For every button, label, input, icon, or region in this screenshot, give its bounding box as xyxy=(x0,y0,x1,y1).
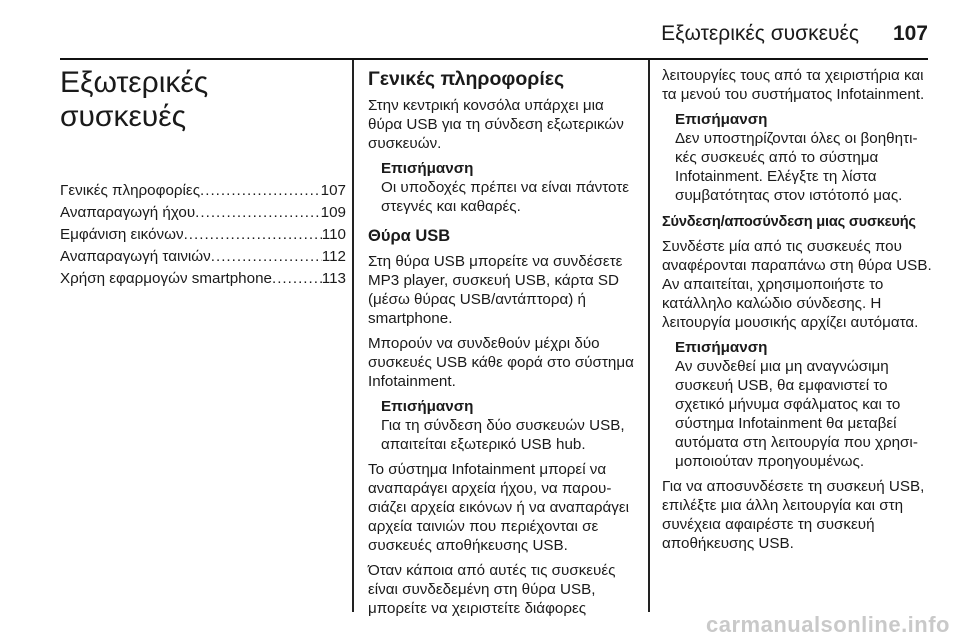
toc-entry[interactable] xyxy=(60,181,346,200)
running-header-title: Εξωτερικές συσκευές xyxy=(661,22,859,45)
toc-leader xyxy=(184,225,322,244)
note-text: Για τη σύνδεση δύο συσκευών USB, απαιτείται εξωτερικό USB hub. xyxy=(381,417,625,453)
note-text: Αν συνδεθεί μια μη αναγνώσιμη συσκευή USB, θα εμφανιστεί το σχετικό μήνυμα σφάλματος και το σύστημα Infotainment θα μεταβεί αυτόματα στη λειτουργία που χρησιμοποιούταν προηγουμένως. xyxy=(675,358,918,470)
column-3 xyxy=(662,66,932,559)
page-number: 107 xyxy=(892,22,928,45)
toc-entry[interactable] xyxy=(60,247,346,266)
column-2 xyxy=(368,66,638,624)
paragraph: Όταν κάποια από αυτές τις συσκευές είναι συνδεδεμένη στη θύρα USB, μπορείτε να χειριστείτε διάφορες xyxy=(368,562,616,617)
toc-label: Γενικές πληροφορίες xyxy=(60,182,201,199)
paragraph: Συνδέστε μία από τις συσκευές που αναφέρονται παραπάνω στη θύρα USB. Αν απαιτείται, χρησιμοποιήστε το κατάλληλο καλώδιο σύνδεσης. Η λειτουργία μουσικής αρχίζει αυτόματα. xyxy=(662,238,932,331)
column-divider-2 xyxy=(648,60,650,612)
note-title: Επισήμανση xyxy=(675,111,768,128)
chapter-title-line2: συσκευές xyxy=(60,100,187,133)
paragraph: Το σύστημα Infotainment μπορεί να αναπαράγει αρχεία ήχου, να παρουσιάζει αρχεία εικόνων ή να αναπαράγει αρχεία ταινιών που περιέχονται σε συσκευές αποθήκευσης USB. xyxy=(368,461,630,554)
note-box xyxy=(675,110,932,205)
toc-label: Χρήση εφαρμογών smartphone xyxy=(60,270,272,287)
subsection-heading: Σύνδεση/αποσύνδεση μιας συσκευής xyxy=(662,214,916,230)
toc-page: 107 xyxy=(320,182,346,199)
note-box xyxy=(381,159,638,216)
paragraph: Στη θύρα USB μπορείτε να συνδέσετε MP3 player, συσκευή USB, κάρτα SD (μέσω θύρας USB/αντάπτορα) ή smartphone. xyxy=(368,253,623,327)
column-1 xyxy=(60,66,346,291)
toc-entry[interactable] xyxy=(60,269,346,288)
toc-page: 109 xyxy=(320,204,346,221)
toc-leader xyxy=(211,247,322,266)
note-title: Επισήμανση xyxy=(381,398,474,415)
note-text: Οι υποδοχές πρέπει να είναι πάντοτε στεγνές και καθαρές. xyxy=(381,179,630,215)
toc-entry[interactable] xyxy=(60,203,346,222)
column-divider-1 xyxy=(352,60,354,612)
paragraph: Μπορούν να συνδεθούν μέχρι δύο συσκευές USB κάθε φορά στο σύστημα Infotainment. xyxy=(368,335,634,390)
header-rule xyxy=(60,58,928,60)
toc-page: 113 xyxy=(321,270,346,287)
toc-label: Αναπαραγωγή ταινιών xyxy=(60,248,211,265)
section-heading: Γενικές πληροφορίες xyxy=(368,68,565,90)
paragraph: λειτουργίες τους από τα χειριστήρια και τα μενού του συστήματος Infotainment. xyxy=(662,67,925,103)
toc-leader xyxy=(272,269,322,288)
toc-leader xyxy=(200,181,321,200)
subsection-heading: Θύρα USB xyxy=(368,227,451,245)
paragraph: Στην κεντρική κονσόλα υπάρχει μια θύρα USB για τη σύνδεση εξωτερικών συσκευών. xyxy=(368,97,624,152)
watermark: carmanualsonline.info xyxy=(706,612,950,637)
toc-entry[interactable] xyxy=(60,225,346,244)
toc-page: 110 xyxy=(321,226,346,243)
toc-label: Αναπαραγωγή ήχου xyxy=(60,204,196,221)
note-title: Επισήμανση xyxy=(675,339,768,356)
chapter-title xyxy=(60,66,346,134)
toc-page: 112 xyxy=(321,248,346,265)
paragraph: Για να αποσυνδέσετε τη συσκευή USB, επιλέξτε μια άλλη λειτουργία και στη συνέχεια αφαιρέστε τη συσκευή αποθήκευσης USB. xyxy=(662,478,925,552)
toc-leader xyxy=(195,203,320,222)
note-box xyxy=(675,338,932,471)
note-text: Δεν υποστηρίζονται όλες οι βοηθητικές συσκευές από το σύστημα Infotainment. Ελέγξτε τη λίστα συμβατότητας στον ιστότοπό μας. xyxy=(675,130,918,204)
running-header xyxy=(60,22,928,46)
note-title: Επισήμανση xyxy=(381,160,474,177)
note-box xyxy=(381,397,638,454)
table-of-contents xyxy=(60,181,346,288)
toc-label: Εμφάνιση εικόνων xyxy=(60,226,184,243)
chapter-title-line1: Εξωτερικές xyxy=(60,66,209,99)
